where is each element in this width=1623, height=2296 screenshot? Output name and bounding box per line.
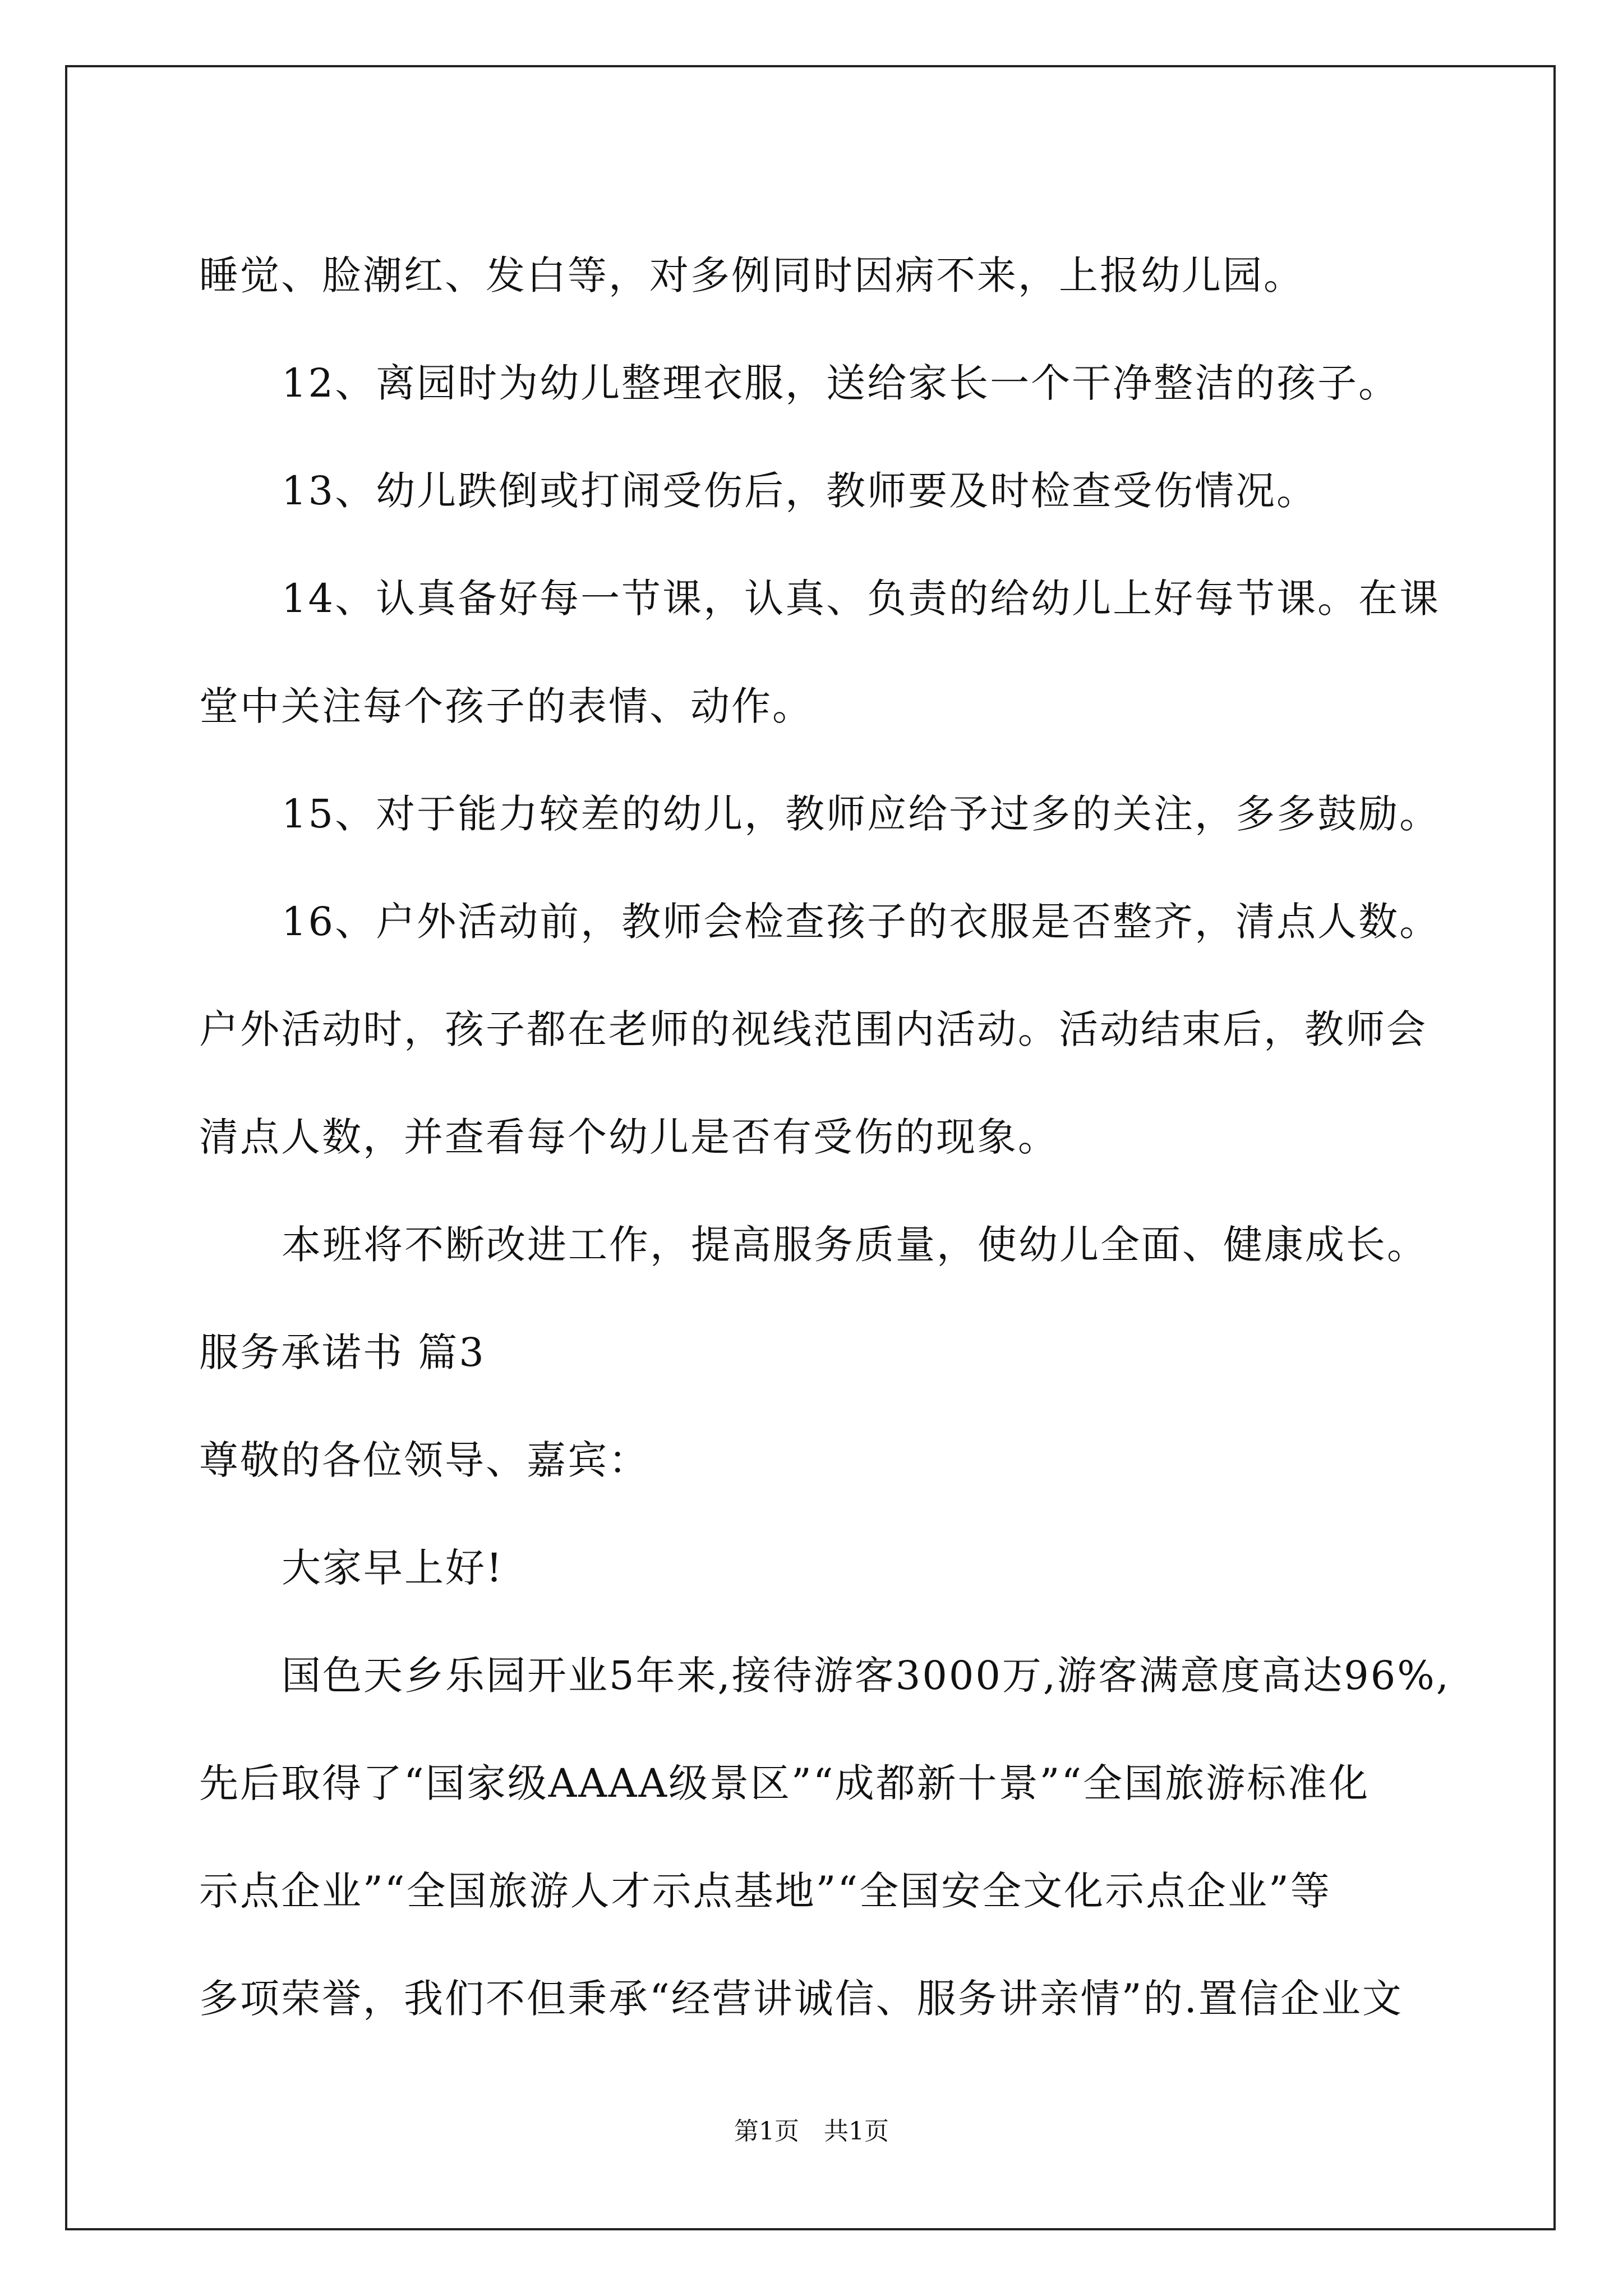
text-line: 清点人数，并查看每个幼儿是否有受伤的现象。 — [199, 1114, 1059, 1160]
text-line: 睡觉、脸潮红、发白等，对多例同时因病不来，上报幼儿园。 — [199, 252, 1304, 298]
page-footer: 第1页 共1页 — [734, 2117, 889, 2146]
text-line: 13、幼儿跌倒或打闹受伤后，教师要及时检查受伤情况。 — [282, 468, 1318, 514]
section-heading: 服务承诺书 篇3 — [199, 1329, 486, 1375]
text-line: 国色天乡乐园开业5年来,接待游客3000万,游客满意度高达96%, — [282, 1653, 1451, 1699]
document-body — [199, 222, 1451, 2053]
text-line: 多项荣誉，我们不但秉承“经营讲诚信、服务讲亲情”的.置信企业文 — [199, 1976, 1403, 2022]
text-line: 本班将不断改进工作，提高服务质量，使幼儿全面、健康成长。 — [282, 1222, 1428, 1268]
text-line: 16、户外活动前，教师会检查孩子的衣服是否整齐，清点人数。 — [282, 899, 1441, 945]
text-line: 12、离园时为幼儿整理衣服，送给家长一个干净整洁的孩子。 — [282, 360, 1400, 406]
text-line: 户外活动时，孩子都在老师的视线范围内活动。活动结束后，教师会 — [199, 1006, 1427, 1052]
text-line: 先后取得了“国家级AAAA级景区”“成都新十景”“全国旅游标准化 — [199, 1760, 1370, 1806]
greeting: 大家早上好! — [282, 1545, 504, 1591]
text-line: 示点企业”“全国旅游人才示点基地”“全国安全文化示点企业”等 — [199, 1868, 1331, 1914]
text-line: 堂中关注每个孩子的表情、动作。 — [199, 683, 813, 729]
text-line: 15、对于能力较差的幼儿，教师应给予过多的关注，多多鼓励。 — [282, 791, 1441, 837]
salutation: 尊敬的各位领导、嘉宾： — [199, 1437, 649, 1483]
text-line: 14、认真备好每一节课，认真、负责的给幼儿上好每节课。在课 — [282, 576, 1441, 622]
